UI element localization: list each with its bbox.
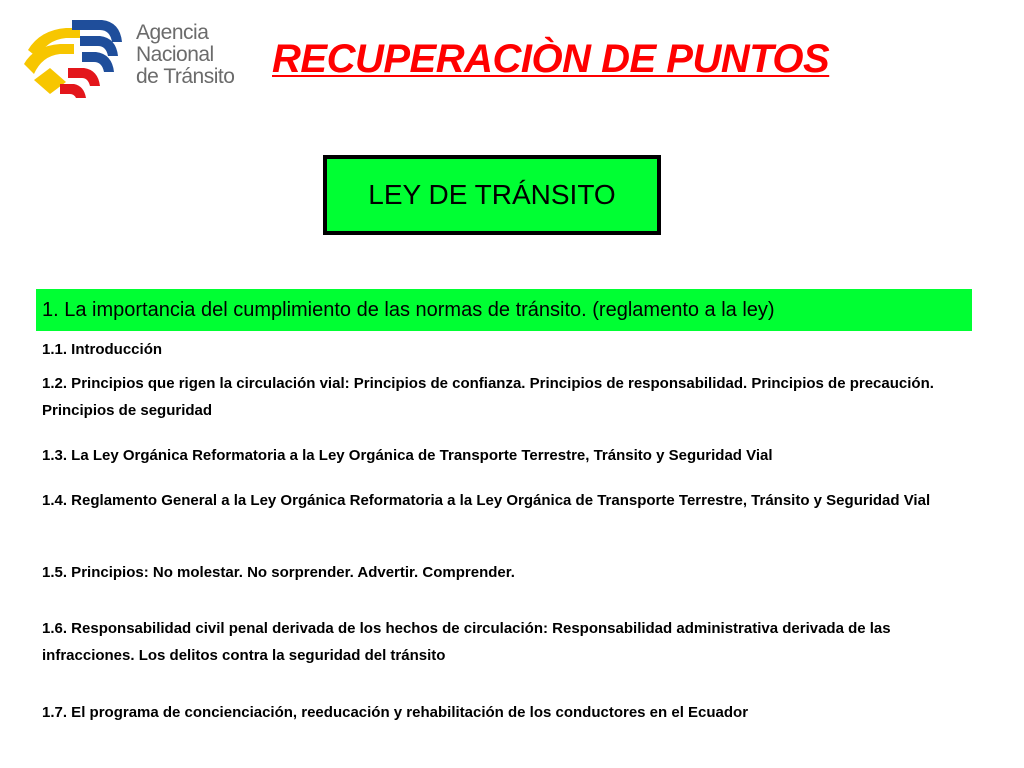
list-item-1-6: 1.6. Responsabilidad civil penal derivada de los hechos de circulación: Responsabilidad administrativa derivada de las infracciones. Los delitos contra la seguridad del tránsito: [42, 620, 891, 664]
law-title-label: LEY DE TRÁNSITO: [368, 179, 616, 210]
agency-name-line1: Agencia: [136, 21, 209, 44]
section-header: [36, 289, 972, 331]
list-item-1-3: 1.3. La Ley Orgánica Reformatoria a la Ley Orgánica de Transporte Terrestre, Tránsito y Seguridad Vial: [42, 447, 773, 464]
list-item-1-1: 1.1. Introducción: [42, 341, 163, 358]
page-title: RECUPERACIÒN DE PUNTOS: [272, 37, 830, 81]
agency-name-line3: de Tránsito: [136, 65, 235, 88]
list-item-1-7: 1.7. El programa de concienciación, reeducación y rehabilitación de los conductores en el Ecuador: [42, 704, 749, 721]
agency-emblem-icon: [20, 12, 130, 100]
list-item-1-2: 1.2. Principios que rigen la circulación vial: Principios de confianza. Principios de responsabilidad. Principios de precaución. Principios de seguridad: [42, 375, 934, 419]
agency-name: [136, 22, 234, 88]
list-item-1-5: 1.5. Principios: No molestar. No sorprender. Advertir. Comprender.: [42, 564, 515, 581]
law-title-box: [323, 155, 661, 235]
agency-name-line2: Nacional: [136, 43, 214, 66]
section-header-label: 1. La importancia del cumplimiento de las normas de tránsito. (reglamento a la ley): [42, 298, 775, 321]
agency-logo: [20, 12, 245, 100]
list-item-1-4: 1.4. Reglamento General a la Ley Orgánica Reformatoria a la Ley Orgánica de Transporte Terrestre, Tránsito y Seguridad Vial: [42, 492, 931, 509]
